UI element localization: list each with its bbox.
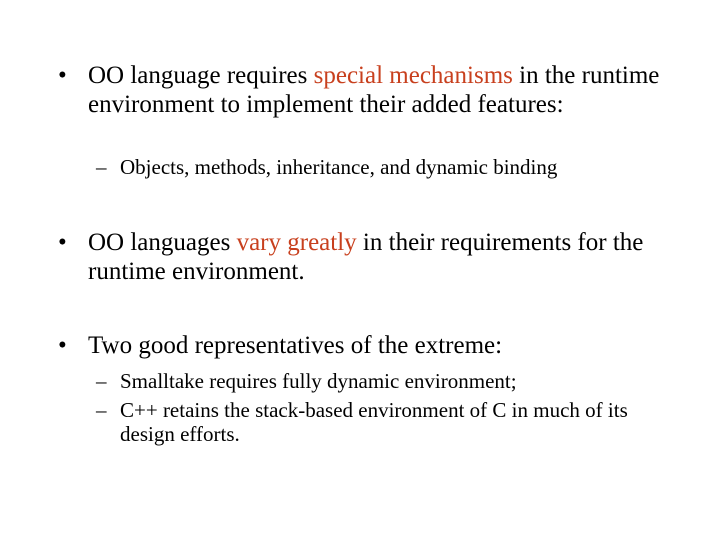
bullet-2-post: in their requirements for the runtime environment. [88,229,644,285]
bullet-2 [58,228,678,286]
bullet-1-post: in the runtime environment to implement their added features: [88,62,660,118]
bullet-3-sub-2-text: C++ retains the stack-based environment of C in much of its design efforts. [120,398,628,446]
sub-dash: – [96,369,107,393]
bullet-3-sub-2 [96,398,676,446]
bullet-3 [58,331,678,360]
bullet-1-sub-1-text: Objects, methods, inheritance, and dynamic binding [120,155,558,179]
bullet-1-pre: OO language requires [88,62,314,89]
bullet-1-sub-1 [96,155,676,179]
bullet-1-text [88,61,678,119]
bullet-2-pre: OO languages [88,229,237,256]
bullet-3-sub-1-text: Smalltake requires fully dynamic environment; [120,369,517,393]
bullet-3-text: Two good representatives of the extreme: [88,332,503,359]
bullet-2-text [88,228,678,286]
bullet-3-sub-1 [96,369,676,393]
bullet-dot: • [58,229,67,256]
sub-dash: – [96,398,107,422]
bullet-1-highlight: special mechanisms [313,62,513,89]
sub-dash: – [96,155,107,179]
bullet-1 [58,61,678,119]
bullet-2-highlight: vary greatly [236,229,357,256]
bullet-dot: • [58,332,67,359]
bullet-dot: • [58,62,67,89]
